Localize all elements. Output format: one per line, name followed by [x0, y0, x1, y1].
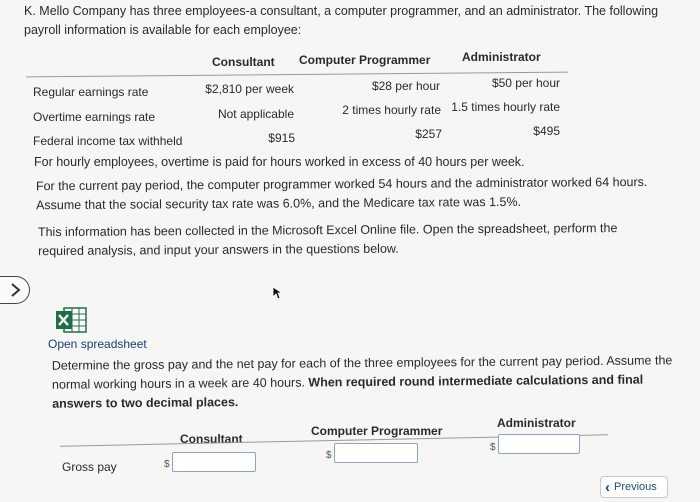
gross-pay-programmer-input[interactable]: [334, 443, 418, 463]
answer-col-programmer: Computer Programmer: [311, 424, 443, 438]
chevron-left-icon: ‹: [605, 478, 610, 496]
currency-administrator: $: [490, 442, 496, 453]
cell-consultant-overtime: Not applicable: [217, 107, 294, 121]
cell-administrator-regular: $50 per hour: [491, 76, 560, 90]
gross-pay-administrator-input[interactable]: [498, 434, 580, 454]
col-header-administrator: Administrator: [462, 50, 541, 64]
previous-button[interactable]: [600, 476, 668, 498]
col-header-programmer: Computer Programmer: [299, 53, 431, 67]
gross-pay-label: Gross pay: [62, 460, 117, 474]
question-rounding-note: When required round intermediate calculations and final answers to two decimal places.: [52, 372, 644, 411]
overtime-note: For hourly employees, overtime is paid for hours worked in excess of 40 hours per week.: [34, 155, 525, 169]
expand-panel-button[interactable]: [0, 276, 30, 304]
answer-col-consultant: Consultant: [180, 432, 243, 446]
cell-administrator-federal: $495: [533, 124, 560, 138]
row-label-regular: Regular earnings rate: [33, 85, 149, 99]
answer-col-administrator: Administrator: [497, 416, 576, 430]
gross-pay-consultant-input[interactable]: [172, 452, 256, 472]
cell-programmer-regular: $28 per hour: [371, 79, 440, 93]
cell-consultant-regular: $2,810 per week: [205, 82, 294, 96]
cell-programmer-overtime: 2 times hourly rate: [342, 103, 441, 117]
currency-consultant: $: [164, 459, 170, 470]
cell-consultant-federal: $915: [268, 131, 295, 145]
intro-text: K. Mello Company has three employees-a consultant, a computer programmer, and an administrator. The following payroll information is available for each employee:: [24, 4, 659, 37]
previous-label: Previous: [614, 481, 657, 493]
cell-administrator-overtime: 1.5 times hourly rate: [451, 100, 560, 114]
open-spreadsheet-link[interactable]: Open spreadsheet: [48, 337, 147, 351]
currency-programmer: $: [326, 450, 332, 461]
excel-note: This information has been collected in the Microsoft Excel Online file. Open the spreadsheet, perform the required analysis, and input your answers in the questions below.: [37, 221, 618, 259]
row-label-overtime: Overtime earnings rate: [33, 110, 156, 124]
question-main: Determine the gross pay and the net pay for each of the three employees for the current pay period. Assume the normal working hours in a week are 40 hours.: [51, 353, 673, 392]
mouse-cursor-icon: [272, 286, 284, 300]
question-text: [52, 351, 676, 413]
chevron-right-icon: [8, 283, 22, 297]
excel-icon[interactable]: [54, 306, 88, 334]
cell-programmer-federal: $257: [415, 127, 442, 141]
row-label-federal: Federal income tax withheld: [33, 134, 183, 148]
col-header-consultant: Consultant: [212, 55, 275, 69]
period-note: For the current pay period, the computer programmer worked 54 hours and the administrator worked 64 hours. Assume that the social security tax rate was 6.0%, and the Medicare tax rate was 1.5%.: [35, 174, 648, 213]
